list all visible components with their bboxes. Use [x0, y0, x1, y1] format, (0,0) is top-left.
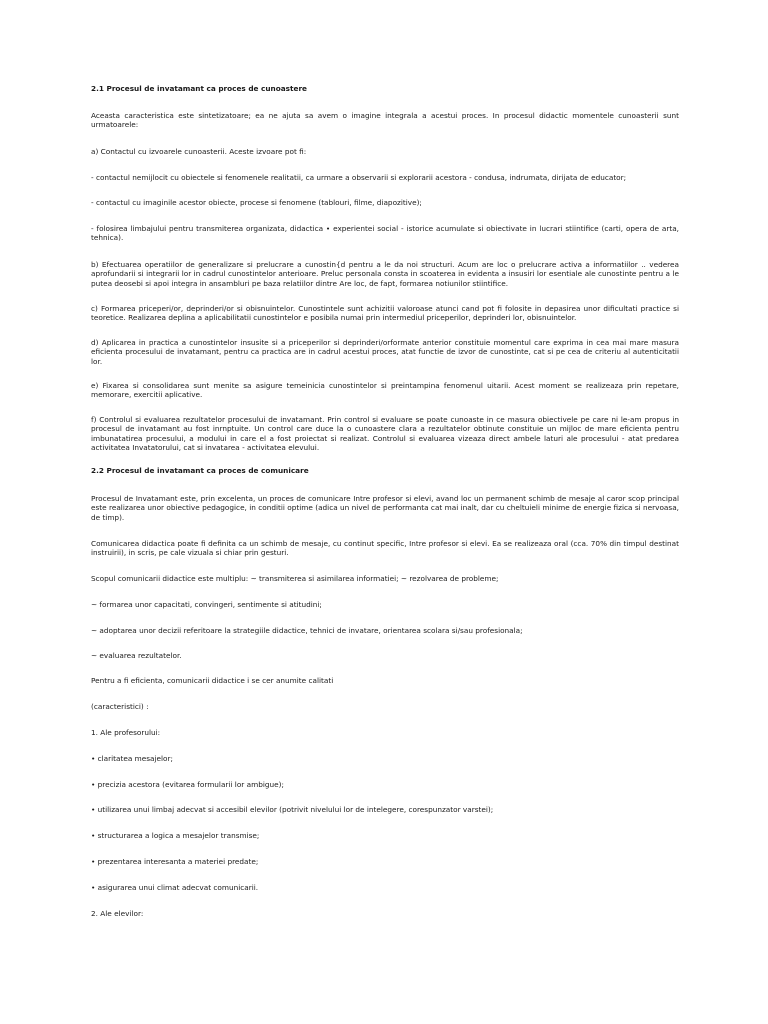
list-item: • asigurarea unui climat adecvat comunicarii. [91, 883, 259, 892]
list-item: • prezentarea interesanta a materiei predate; [91, 857, 259, 866]
paragraph-evaluare: ~ evaluarea rezultatelor. [91, 651, 182, 660]
list-heading-elevi: 2. Ale elevilor: [91, 909, 144, 918]
list-item: • utilizarea unui limbaj adecvat si accesibil elevilor (potrivit nivelului lor de intelegere, corespunzator varstei); [91, 805, 494, 814]
section-heading-comunicare: 2.2 Procesul de invatamant ca proces de comunicare [91, 466, 309, 475]
paragraph-contact-imagini: - contactul cu imaginile acestor obiecte, procese si fenomene (tablouri, filme, diapozitive); [91, 198, 422, 207]
paragraph-formare-capacitati: ~ formarea unor capacitati, convingeri, sentimente si atitudini; [91, 600, 322, 609]
paragraph-caracteristici: (caracteristici) : [91, 702, 149, 711]
list-item: • precizia acestora (evitarea formularii lor ambigue); [91, 780, 284, 789]
paragraph-comunicare-intro: Procesul de Invatamant este, prin excelenta, un proces de comunicare Intre profesor si elevi, avand loc un permanent schimb de mesaje al caror scop principal este realizarea unor obiective pedagogice, in conditii optime (adica un nivel de performanta cat mai inalt, dar cu cheltuieli minime de energie fizica si nervoasa, de timp). [91, 494, 679, 522]
paragraph-comunicare-definitie: Comunicarea didactica poate fi definita ca un schimb de mesaje, cu continut specific, Intre profesor si elevi. Ea se realizeaza oral (cca. 70% din timpul destinat instruirii), in scris, pe cale vizuala si chiar prin gesturi. [91, 539, 679, 558]
paragraph-adoptare-decizii: ~ adoptarea unor decizii referitoare la strategiile didactice, tehnici de invatare, orientarea scolara si/sau profesionala; [91, 626, 523, 635]
paragraph-aplicare: d) Aplicarea in practica a cunostintelor insusite si a priceperilor si deprinderi/orformate anterior constituie momentul care exprima in cea mai mare masura eficienta procesului de invatamant, pentru ca practica are in cadrul acestui proces, atat functie de izvor de cunostinte, cat si pe cea de criteriu al autenticitatii lor. [91, 338, 679, 366]
paragraph-generalizare: b) Efectuarea operatiilor de generalizare si prelucrare a cunostin{d pentru a le da noi structuri. Acum are loc o prelucrare activa a informatiilor .. vederea aprofundarii si integrarii lor in cadrul cunostintelor anterioare. Preluc personala consta in scoaterea in evidenta a insusiri lor esentiale ale cunostinte pentru a le putea deosebi si apoi integra in ansambluri pe baza relatiilor dintre Are loc, de fapt, formarea notiunilor stiintifice. [91, 260, 679, 288]
paragraph-fixare: e) Fixarea si consolidarea sunt menite sa asigure temeinicia cunostintelor si preintampina fenomenul uitarii. Acest moment se realizeaza prin repetare, memorare, exercitii aplicative. [91, 381, 679, 400]
paragraph-calitati: Pentru a fi eficienta, comunicarii didactice i se cer anumite calitati [91, 676, 334, 685]
list-item: • structurarea a logica a mesajelor transmise; [91, 831, 260, 840]
list-item: • claritatea mesajelor; [91, 754, 173, 763]
paragraph-priceperi: c) Formarea priceperi/or, deprinderi/or si obisnuintelor. Cunostintele sunt achizitii valoroase atunci cand pot fi folosite in depasirea unor dificultati practice si teoretice. Realizarea deplina a aplicabilitatii cunostintelor e posibila numai prin intermediul priceperilor, deprinderi lor, obisnuintelor. [91, 304, 679, 323]
list-heading-profesor: 1. Ale profesorului: [91, 728, 161, 737]
paragraph-control: f) Controlul si evaluarea rezultatelor procesului de invatamant. Prin control si evaluare se poate cunoaste in ce masura obiectivele pe care ni le-am propus in procesul de invatamant au fost inrnptuite. Un control care duce la o cunoastere clara a rezultatelor obtinute constituie un mijloc de mare eficienta pentru imbunatatirea procesului, a modului in care el a fost proiectat si realizat. Controlul si evaluarea vizeaza direct ambele laturi ale procesului - atat predarea activitatea Invatatorului, cat si invatarea - activitatea elevului. [91, 415, 679, 453]
paragraph-contact-nemijlocit: - contactul nemijlocit cu obiectele si fenomenele realitatii, ca urmare a observarii si explorarii acestora - condusa, indrumata, dirijata de educator; [91, 173, 627, 182]
paragraph-intro: Aceasta caracteristica este sintetizatoare; ea ne ajuta sa avem o imagine integrala a acestui proces. In procesul didactic momentele cunoasterii sunt urmatoarele: [91, 111, 679, 130]
paragraph-scop: Scopul comunicarii didactice este multiplu: ~ transmiterea si asimilarea informatiei; ~ rezolvarea de probleme; [91, 574, 499, 583]
section-heading-cunoastere: 2.1 Procesul de invatamant ca proces de cunoastere [91, 84, 308, 93]
paragraph-izvoare: a) Contactul cu izvoarele cunoasterii. Aceste izvoare pot fi: [91, 147, 307, 156]
paragraph-limbaj: - folosirea limbajului pentru transmiterea organizata, didactica • experientei social - istorice acumulate si obiectivate in lucrari stiintifice (carti, opera de arta, tehnica). [91, 224, 679, 243]
